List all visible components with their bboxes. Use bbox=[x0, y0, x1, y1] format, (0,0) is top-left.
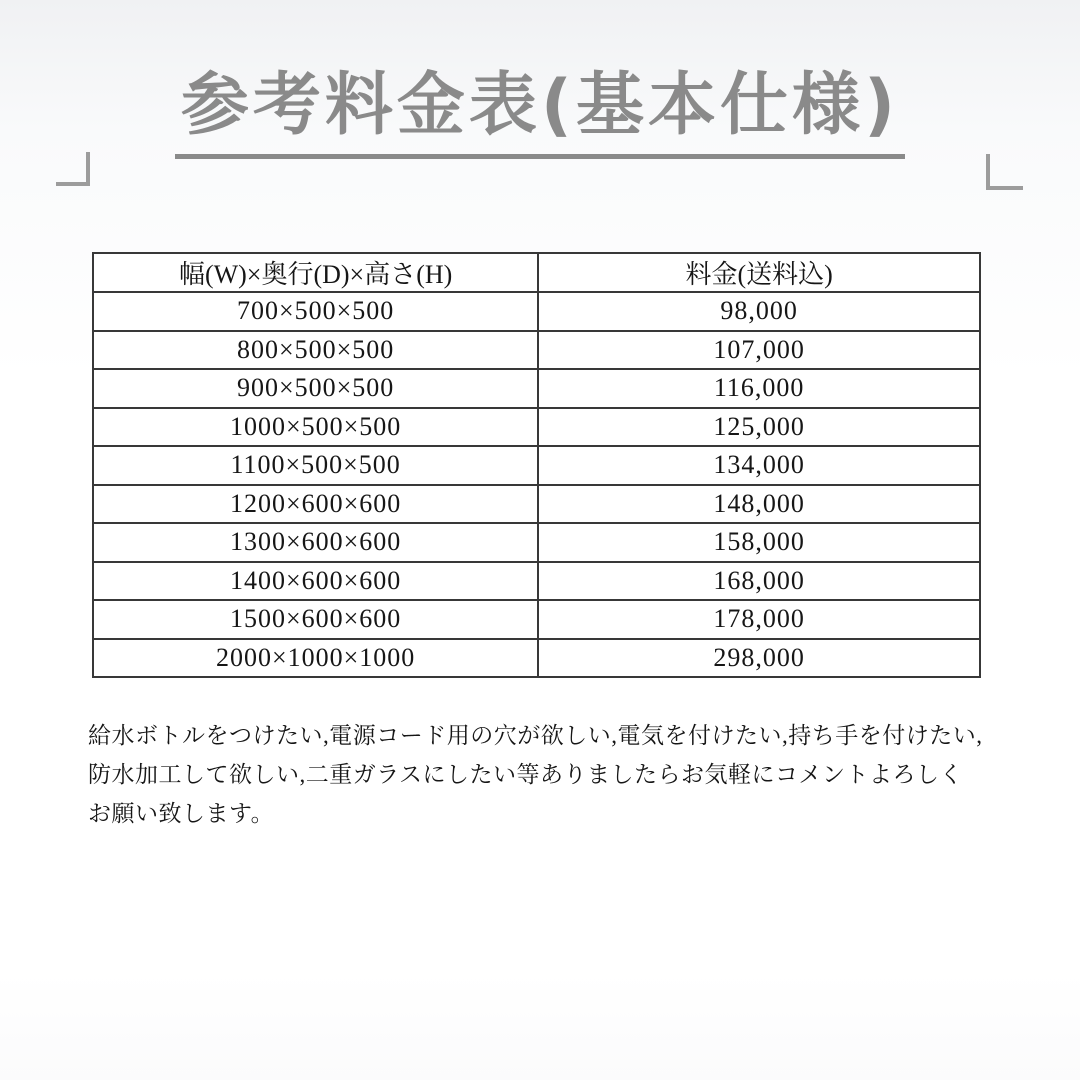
table-row bbox=[93, 292, 980, 331]
price-cell: 148,000 bbox=[538, 485, 980, 524]
table-row bbox=[93, 639, 980, 678]
table-row bbox=[93, 331, 980, 370]
table-row bbox=[93, 600, 980, 639]
column-header-price: 料金(送料込) bbox=[538, 253, 980, 292]
price-table-body bbox=[93, 292, 980, 677]
dimension-cell: 2000×1000×1000 bbox=[93, 639, 538, 678]
column-header-dimensions: 幅(W)×奥行(D)×高さ(H) bbox=[93, 253, 538, 292]
price-cell: 116,000 bbox=[538, 369, 980, 408]
dimension-cell: 800×500×500 bbox=[93, 331, 538, 370]
note bbox=[88, 716, 988, 833]
price-cell: 134,000 bbox=[538, 446, 980, 485]
dimension-cell: 1100×500×500 bbox=[93, 446, 538, 485]
table-row bbox=[93, 408, 980, 447]
note-line: 防水加工して欲しい,二重ガラスにしたい等ありましたらお気軽にコメントよろしく bbox=[88, 762, 964, 787]
table-row bbox=[93, 523, 980, 562]
price-cell: 107,000 bbox=[538, 331, 980, 370]
dimension-cell: 1300×600×600 bbox=[93, 523, 538, 562]
note-line: お願い致します。 bbox=[88, 801, 275, 826]
price-cell: 98,000 bbox=[538, 292, 980, 331]
price-cell: 298,000 bbox=[538, 639, 980, 678]
price-cell: 178,000 bbox=[538, 600, 980, 639]
table-header-row bbox=[93, 253, 980, 292]
page-title: 参考料金表(基本仕様) bbox=[175, 62, 905, 159]
table-row bbox=[93, 562, 980, 601]
price-cell: 158,000 bbox=[538, 523, 980, 562]
price-cell: 125,000 bbox=[538, 408, 980, 447]
dimension-cell: 700×500×500 bbox=[93, 292, 538, 331]
corner-bracket-right bbox=[986, 154, 1023, 190]
note-line: 給水ボトルをつけたい,電源コード用の穴が欲しい,電気を付けたい,持ち手を付けたい, bbox=[88, 723, 983, 748]
dimension-cell: 1400×600×600 bbox=[93, 562, 538, 601]
table-row bbox=[93, 485, 980, 524]
price-table bbox=[92, 252, 981, 678]
price-cell: 168,000 bbox=[538, 562, 980, 601]
dimension-cell: 1500×600×600 bbox=[93, 600, 538, 639]
dimension-cell: 1200×600×600 bbox=[93, 485, 538, 524]
dimension-cell: 900×500×500 bbox=[93, 369, 538, 408]
table-row bbox=[93, 369, 980, 408]
dimension-cell: 1000×500×500 bbox=[93, 408, 538, 447]
title-area bbox=[0, 62, 1080, 159]
table-row bbox=[93, 446, 980, 485]
